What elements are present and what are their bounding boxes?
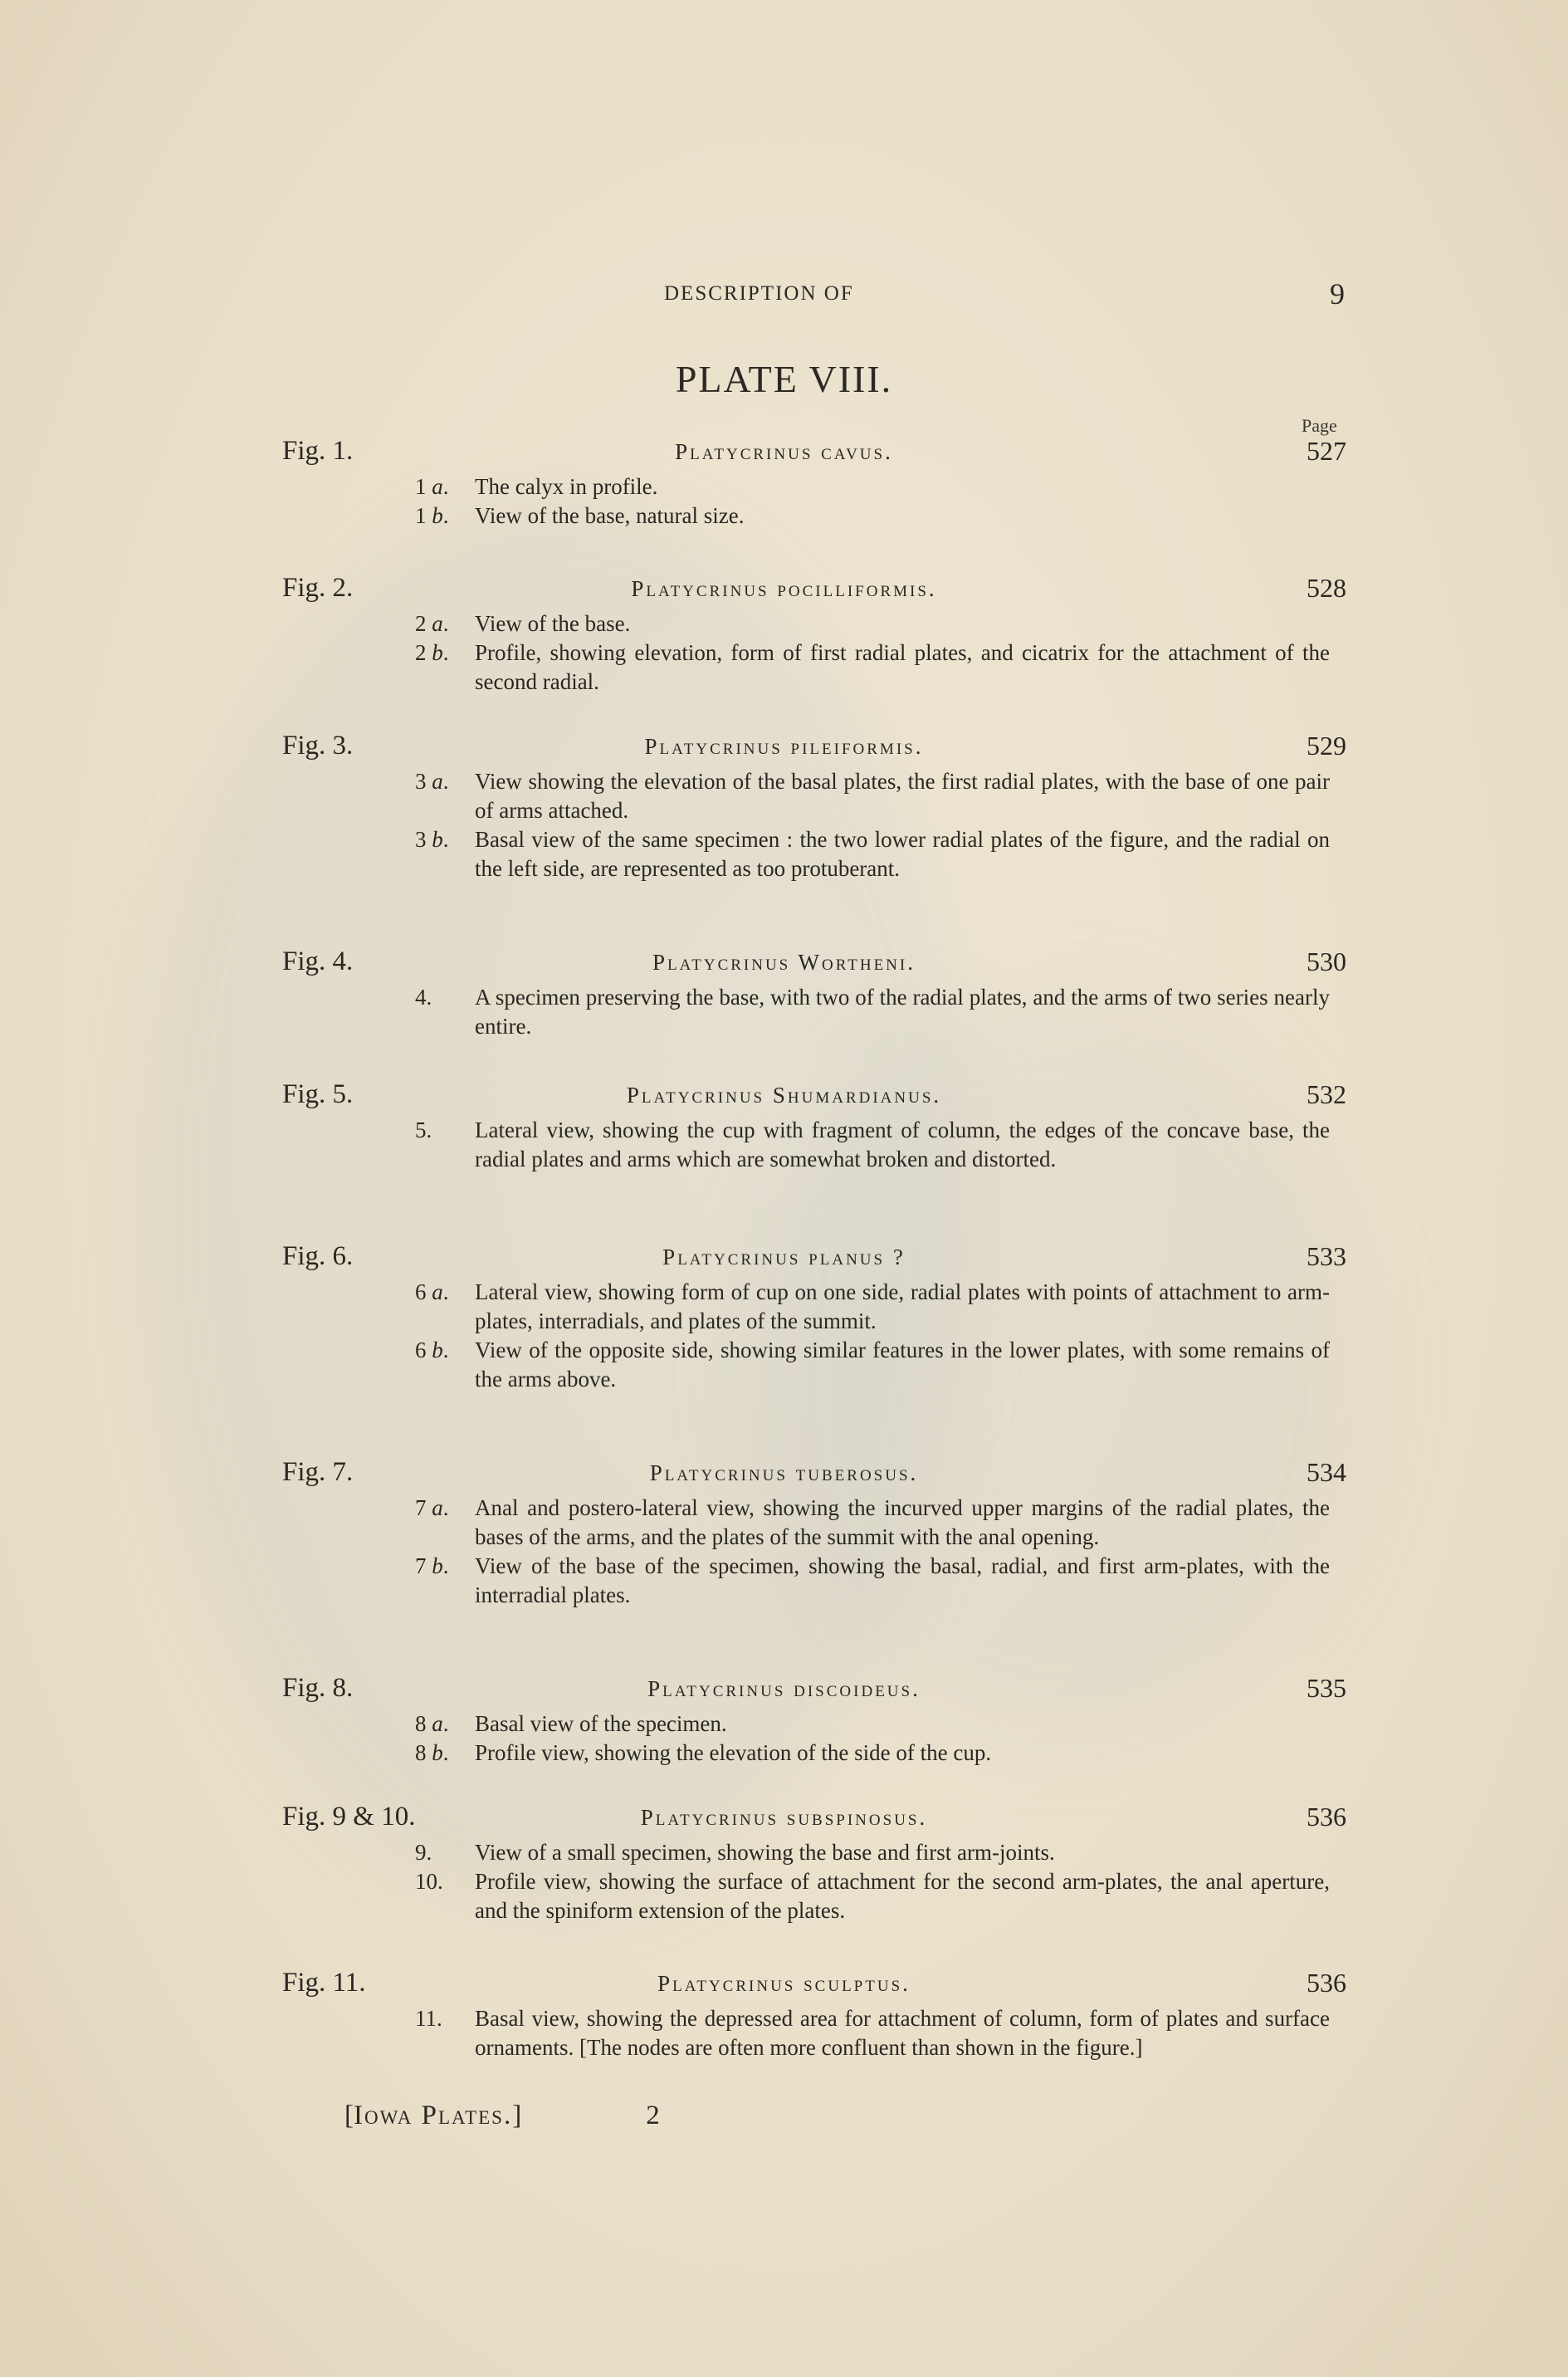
- item-sub: a: [432, 769, 443, 794]
- item-number: 5.: [415, 1118, 432, 1142]
- figure-item: [415, 1494, 1330, 1552]
- figure-entry: [0, 1802, 1568, 1925]
- item-num: 9: [415, 1840, 427, 1865]
- figure-page-ref: 536: [1307, 1802, 1346, 1832]
- item-num: 10: [415, 1869, 437, 1894]
- figure-item: [415, 638, 1330, 697]
- item-description: Lateral view, showing the cup with fragment of column, the edges of the concave base, the radial plates and arms which are somewhat broken and distorted.: [475, 1118, 1330, 1171]
- item-description: View of a small specimen, showing the base and first arm-joints.: [475, 1840, 1055, 1865]
- figure-label: Fig. 7.: [282, 1457, 354, 1487]
- item-sub: a: [432, 1495, 443, 1520]
- species-name: Platycrinus Shumardianus.: [626, 1083, 942, 1108]
- figure-header: [0, 1802, 1568, 1838]
- item-num: 7: [415, 1495, 427, 1520]
- item-description: Basal view of the same specimen : the two lower radial plates of the figure, and the radial on the left side, are represented as too protuberant.: [475, 827, 1330, 881]
- item-sub: b: [432, 1338, 443, 1362]
- species-name: Platycrinus planus ?: [662, 1245, 906, 1269]
- item-num: 2: [415, 640, 427, 665]
- item-description: View of the base, natural size.: [475, 503, 745, 528]
- signature-mark: 2: [646, 2101, 660, 2130]
- figure-item: [415, 472, 1330, 501]
- item-description: Basal view of the specimen.: [475, 1711, 727, 1736]
- figure-item: [415, 501, 1330, 531]
- figure-item: [415, 1867, 1330, 1925]
- figure-header: [0, 946, 1568, 983]
- figure-item: [415, 1838, 1330, 1867]
- figure-label: Fig. 3.: [282, 731, 354, 761]
- figure-item: [415, 825, 1330, 883]
- item-num: 4: [415, 985, 427, 1010]
- item-description: View showing the elevation of the basal plates, the first radial plates, with the base of one pair of arms attached.: [475, 769, 1330, 823]
- item-num: 3: [415, 827, 427, 852]
- item-number: 2 b.: [415, 640, 449, 665]
- figure-label: Fig. 4.: [282, 946, 354, 976]
- item-num: 8: [415, 1711, 427, 1736]
- species-name: Platycrinus pocilliformis.: [631, 576, 937, 601]
- footer-bracket-close: ]: [512, 2101, 522, 2130]
- item-number: 9.: [415, 1840, 432, 1865]
- page-column-label: Page: [1302, 415, 1337, 436]
- figure-label: Fig. 9 & 10.: [282, 1802, 416, 1832]
- item-sub: a: [432, 1711, 443, 1736]
- figure-entry: [0, 436, 1568, 531]
- figure-item: [415, 1336, 1330, 1394]
- item-description: View of the opposite side, showing similar features in the lower plates, with some remains of the arms above.: [475, 1338, 1330, 1391]
- figure-item: [415, 2004, 1330, 2062]
- figure-header: [0, 1241, 1568, 1278]
- item-sub: a: [432, 611, 443, 636]
- item-number: 1 b.: [415, 503, 449, 528]
- item-description: Basal view, showing the depressed area for attachment of column, form of plates and surface ornaments. [The nodes are often more confluent than shown in the figure.]: [475, 2006, 1330, 2060]
- item-num: 6: [415, 1279, 427, 1304]
- item-number: 10.: [415, 1869, 443, 1894]
- item-sub: b: [432, 503, 443, 528]
- item-number: 6 a.: [415, 1279, 449, 1304]
- species-name: Platycrinus sculptus.: [657, 1971, 911, 1996]
- figure-page-ref: 534: [1307, 1457, 1346, 1487]
- figure-entry: [0, 573, 1568, 697]
- item-number: 11.: [415, 2006, 442, 2031]
- item-number: 4.: [415, 985, 432, 1010]
- species-name: Platycrinus Wortheni.: [652, 950, 916, 975]
- figure-label: Fig. 8.: [282, 1673, 354, 1703]
- item-number: 7 a.: [415, 1495, 449, 1520]
- figure-item: [415, 1278, 1330, 1336]
- figure-label: Fig. 2.: [282, 573, 354, 603]
- item-sub: a: [432, 474, 443, 499]
- item-number: 2 a.: [415, 611, 449, 636]
- figure-item: [415, 1116, 1330, 1174]
- item-num: 5: [415, 1118, 427, 1142]
- item-num: 3: [415, 769, 427, 794]
- item-number: 8 b.: [415, 1740, 449, 1765]
- figure-entry: [0, 1968, 1568, 2062]
- figure-entry: [0, 1673, 1568, 1768]
- figure-item: [415, 1739, 1330, 1768]
- species-name: Platycrinus tuberosus.: [649, 1460, 919, 1485]
- figure-page-ref: 532: [1307, 1079, 1346, 1109]
- figure-entry: [0, 1457, 1568, 1610]
- species-name: Platycrinus pileiformis.: [644, 734, 924, 759]
- item-num: 6: [415, 1338, 427, 1362]
- item-num: 8: [415, 1740, 427, 1765]
- species-name: Platycrinus discoideus.: [647, 1676, 921, 1701]
- footer-text: Iowa Plates.: [354, 2101, 513, 2130]
- footer-bracket-open: [: [344, 2101, 354, 2130]
- figure-header: [0, 1968, 1568, 2004]
- item-description: Profile view, showing the elevation of the side of the cup.: [475, 1740, 992, 1765]
- figure-entry: [0, 946, 1568, 1041]
- item-num: 1: [415, 503, 427, 528]
- figure-page-ref: 533: [1307, 1241, 1346, 1271]
- figure-header: [0, 436, 1568, 472]
- figure-item: [415, 1552, 1330, 1610]
- figure-item: [415, 1709, 1330, 1739]
- figure-header: [0, 1673, 1568, 1709]
- species-name: Platycrinus cavus.: [675, 439, 893, 464]
- item-description: The calyx in profile.: [475, 474, 658, 499]
- species-name: Platycrinus subspinosus.: [640, 1805, 928, 1830]
- figure-entry: [0, 1079, 1568, 1174]
- item-number: 6 b.: [415, 1338, 449, 1362]
- figure-label: Fig. 6.: [282, 1241, 354, 1271]
- figure-page-ref: 530: [1307, 946, 1346, 976]
- item-number: 8 a.: [415, 1711, 449, 1736]
- figure-entry: [0, 1241, 1568, 1394]
- item-number: 7 b.: [415, 1553, 449, 1578]
- figure-page-ref: 527: [1307, 436, 1346, 466]
- figure-page-ref: 529: [1307, 731, 1346, 761]
- item-sub: b: [432, 827, 443, 852]
- item-sub: b: [432, 1553, 443, 1578]
- item-number: 1 a.: [415, 474, 449, 499]
- item-num: 7: [415, 1553, 427, 1578]
- item-description: Profile view, showing the surface of attachment for the second arm-plates, the anal aperture, and the spiniform extension of the plates.: [475, 1869, 1330, 1923]
- item-description: A specimen preserving the base, with two of the radial plates, and the arms of two series nearly entire.: [475, 985, 1330, 1039]
- figure-page-ref: 536: [1307, 1968, 1346, 1998]
- figure-item: [415, 609, 1330, 638]
- figure-entry: [0, 731, 1568, 883]
- figure-item: [415, 767, 1330, 825]
- item-num: 2: [415, 611, 427, 636]
- running-head: DESCRIPTION OF: [664, 282, 854, 305]
- item-description: Profile, showing elevation, form of first radial plates, and cicatrix for the attachment of the second radial.: [475, 640, 1330, 694]
- figure-header: [0, 1079, 1568, 1116]
- figure-label: Fig. 1.: [282, 436, 354, 466]
- item-description: Anal and postero-lateral view, showing the incurved upper margins of the radial plates, the bases of the arms, and the plates of the summit with the anal opening.: [475, 1495, 1330, 1549]
- page-number: 9: [1330, 277, 1345, 311]
- item-sub: b: [432, 1740, 443, 1765]
- item-description: Lateral view, showing form of cup on one side, radial plates with points of attachment to arm-plates, interradials, and plates of the summit.: [475, 1279, 1330, 1333]
- figure-page-ref: 535: [1307, 1673, 1346, 1703]
- figure-header: [0, 731, 1568, 767]
- footer: [344, 2101, 660, 2131]
- item-sub: b: [432, 640, 443, 665]
- figure-header: [0, 573, 1568, 609]
- figure-page-ref: 528: [1307, 573, 1346, 603]
- figure-item: [415, 983, 1330, 1041]
- figure-label: Fig. 5.: [282, 1079, 354, 1109]
- item-num: 11: [415, 2006, 437, 2031]
- plate-title: PLATE VIII.: [675, 358, 893, 400]
- item-number: 3 b.: [415, 827, 449, 852]
- item-description: View of the base.: [475, 611, 631, 636]
- item-sub: a: [432, 1279, 443, 1304]
- figure-header: [0, 1457, 1568, 1494]
- item-number: 3 a.: [415, 769, 449, 794]
- item-description: View of the base of the specimen, showing the basal, radial, and first arm-plates, with the interradial plates.: [475, 1553, 1330, 1607]
- item-num: 1: [415, 474, 427, 499]
- figure-label: Fig. 11.: [282, 1968, 366, 1998]
